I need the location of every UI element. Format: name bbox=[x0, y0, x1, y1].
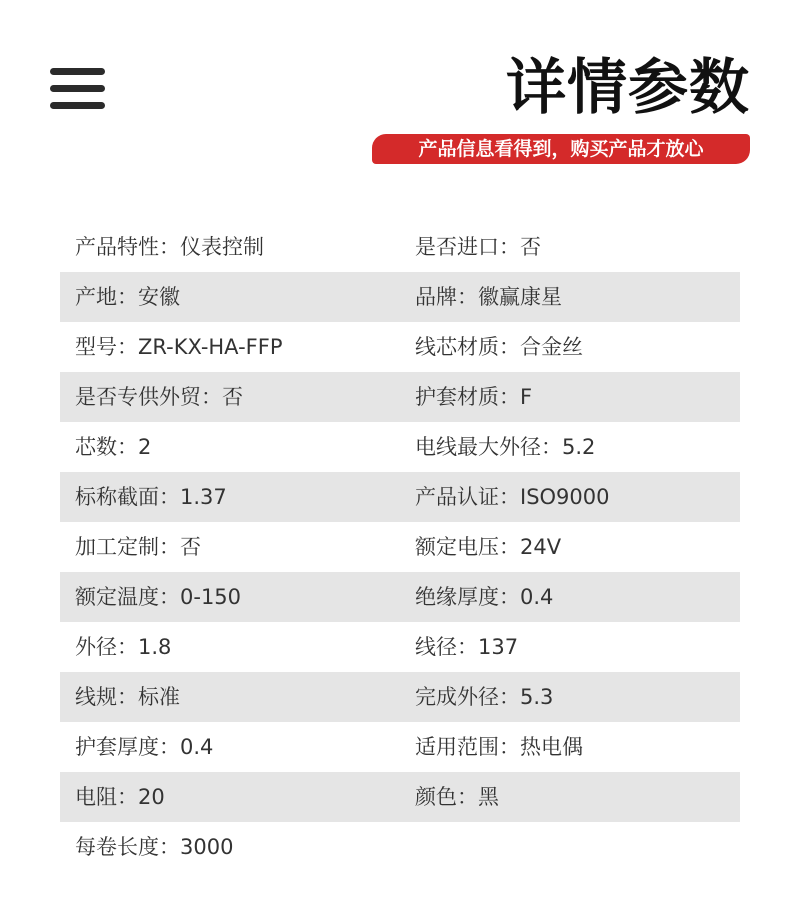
spec-row bbox=[60, 272, 740, 322]
spec-item: 型号：ZR-KX-HA-FFP bbox=[75, 335, 283, 359]
spec-item: 绝缘厚度：0.4 bbox=[415, 585, 554, 609]
page-title: 详情参数 bbox=[506, 53, 750, 123]
spec-row bbox=[60, 522, 740, 572]
spec-item: 品牌：徽赢康星 bbox=[415, 285, 562, 309]
spec-item bbox=[415, 822, 735, 872]
slogan-banner: 产品信息看得到，购买产品才放心 bbox=[372, 134, 750, 164]
spec-item: 标称截面：1.37 bbox=[75, 485, 227, 509]
spec-item: 产地：安徽 bbox=[75, 285, 180, 309]
spec-row bbox=[60, 322, 740, 372]
spec-item: 护套材质：F bbox=[415, 385, 533, 409]
spec-row bbox=[60, 822, 740, 872]
spec-item: 线芯材质：合金丝 bbox=[415, 335, 583, 359]
menu-bar-bottom bbox=[50, 102, 105, 109]
spec-row bbox=[60, 722, 740, 772]
spec-row bbox=[60, 422, 740, 472]
spec-item: 电阻：20 bbox=[75, 785, 165, 809]
spec-table bbox=[60, 222, 740, 872]
spec-item: 外径：1.8 bbox=[75, 635, 172, 659]
spec-item: 线径：137 bbox=[415, 635, 519, 659]
spec-row bbox=[60, 472, 740, 522]
spec-item: 每卷长度：3000 bbox=[75, 835, 234, 859]
spec-item: 护套厚度：0.4 bbox=[75, 735, 214, 759]
spec-item: 额定温度：0-150 bbox=[75, 585, 242, 609]
spec-row bbox=[60, 622, 740, 672]
spec-row bbox=[60, 772, 740, 822]
menu-bar-top bbox=[50, 68, 105, 75]
spec-item: 产品特性：仪表控制 bbox=[75, 235, 264, 259]
spec-item: 适用范围：热电偶 bbox=[415, 735, 583, 759]
spec-row bbox=[60, 222, 740, 272]
spec-item: 芯数：2 bbox=[75, 435, 152, 459]
spec-item: 产品认证：ISO9000 bbox=[415, 485, 610, 509]
hamburger-menu-icon[interactable] bbox=[50, 68, 105, 110]
spec-item: 是否进口：否 bbox=[415, 235, 541, 259]
spec-item: 额定电压：24V bbox=[415, 535, 562, 559]
spec-item: 是否专供外贸：否 bbox=[75, 385, 243, 409]
spec-item: 加工定制：否 bbox=[75, 535, 201, 559]
spec-item: 颜色：黑 bbox=[415, 785, 499, 809]
spec-row bbox=[60, 572, 740, 622]
spec-row bbox=[60, 372, 740, 422]
spec-item: 电线最大外径：5.2 bbox=[415, 435, 596, 459]
spec-item: 线规：标准 bbox=[75, 685, 180, 709]
spec-item: 完成外径：5.3 bbox=[415, 685, 554, 709]
spec-row bbox=[60, 672, 740, 722]
menu-bar-middle bbox=[50, 85, 105, 92]
